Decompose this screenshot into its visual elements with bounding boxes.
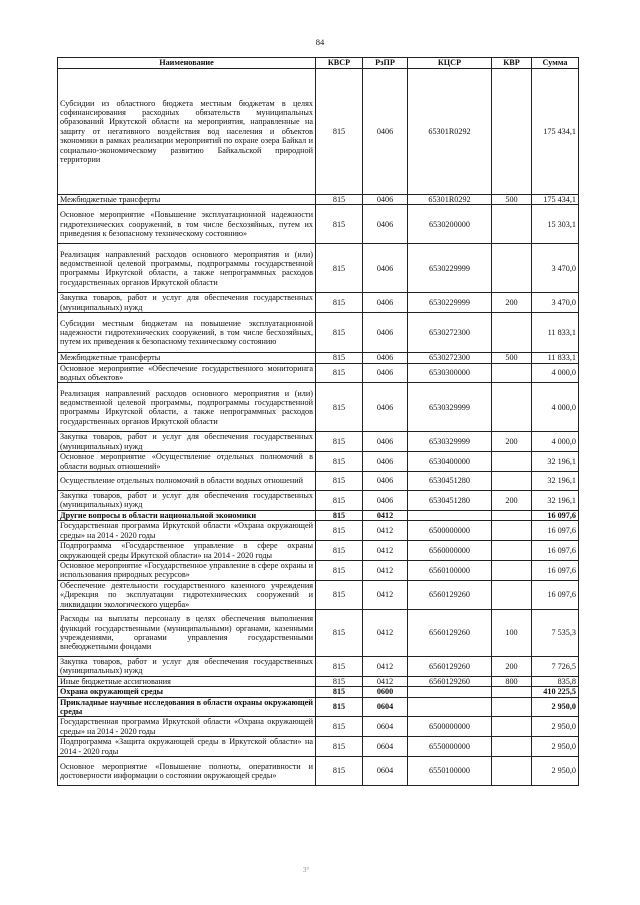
table-row (58, 244, 579, 293)
cell-kcsr: 6560129260 (408, 676, 492, 686)
cell-kcsr (408, 687, 492, 697)
cell-kvsr: 815 (316, 313, 363, 353)
cell-kvsr: 815 (316, 656, 363, 676)
cell-rzpr: 0406 (363, 353, 408, 363)
cell-kvsr: 815 (316, 676, 363, 686)
cell-kcsr: 6530451280 (408, 491, 492, 511)
cell-sum: 15 303,1 (532, 205, 579, 244)
cell-kvsr: 815 (316, 293, 363, 313)
cell-name: Охрана окружающей среды (58, 687, 316, 697)
cell-kvsr: 815 (316, 737, 363, 757)
table-row (58, 757, 579, 786)
cell-kcsr: 6550100000 (408, 757, 492, 786)
cell-sum: 7 726,5 (532, 656, 579, 676)
cell-kvsr: 815 (316, 560, 363, 580)
cell-kcsr: 6500000000 (408, 717, 492, 737)
table-row (58, 205, 579, 244)
table-row (58, 676, 579, 686)
cell-name: Осуществление отдельных полномочий в области водных отношений (58, 472, 316, 491)
cell-sum: 3 470,0 (532, 293, 579, 313)
cell-name: Основное мероприятие «Обеспечение государственного мониторинга водных объектов» (58, 363, 316, 383)
cell-kvr (492, 313, 532, 353)
cell-kcsr: 6560100000 (408, 560, 492, 580)
page-number: 84 (315, 37, 325, 47)
cell-name: Подпрограмма «Государственное управление в сфере охраны окружающей среды Иркутской области» на 2014 - 2020 годы (58, 541, 316, 561)
header-row (58, 58, 579, 69)
cell-kcsr: 6530451280 (408, 472, 492, 491)
cell-kcsr: 6530329999 (408, 383, 492, 432)
cell-sum: 16 097,6 (532, 560, 579, 580)
cell-name: Основное мероприятие «Осуществление отдельных полномочий в области водных отношений» (58, 452, 316, 472)
table-body (58, 69, 579, 786)
cell-rzpr: 0406 (363, 293, 408, 313)
cell-kcsr: 6560000000 (408, 541, 492, 561)
cell-kvsr: 815 (316, 195, 363, 205)
cell-sum: 16 097,6 (532, 510, 579, 520)
cell-rzpr: 0412 (363, 510, 408, 520)
cell-name: Закупка товаров, работ и услуг для обеспечения государственных (муниципальных) нужд (58, 656, 316, 676)
cell-kcsr: 65301R0292 (408, 69, 492, 195)
cell-kcsr: 6530200000 (408, 205, 492, 244)
cell-sum: 2 950,0 (532, 737, 579, 757)
cell-rzpr: 0604 (363, 697, 408, 717)
cell-kvsr: 815 (316, 510, 363, 520)
cell-kvsr: 815 (316, 541, 363, 561)
cell-kvr: 200 (492, 491, 532, 511)
cell-name: Обеспечение деятельности государственного казенного учреждения «Дирекция по эксплуатации гидротехнических сооружений и ликвидации экологического ущерба» (58, 580, 316, 609)
cell-sum: 4 000,0 (532, 363, 579, 383)
header-name: Наименование (58, 58, 316, 69)
cell-kcsr: 6530400000 (408, 452, 492, 472)
cell-kvsr: 815 (316, 452, 363, 472)
cell-kvr (492, 717, 532, 737)
cell-kvr (492, 521, 532, 541)
cell-sum: 16 097,6 (532, 541, 579, 561)
cell-kcsr: 6560129260 (408, 656, 492, 676)
cell-name: Подпрограмма «Защита окружающей среды в Иркутской области» на 2014 - 2020 годы (58, 737, 316, 757)
cell-rzpr: 0412 (363, 609, 408, 656)
cell-name: Государственная программа Иркутской области «Охрана окружающей среды» на 2014 - 2020 годы (58, 717, 316, 737)
cell-rzpr: 0406 (363, 491, 408, 511)
header-kvsr: КВСР (316, 58, 363, 69)
cell-sum: 2 950,0 (532, 697, 579, 717)
cell-rzpr: 0600 (363, 687, 408, 697)
cell-kvsr: 815 (316, 491, 363, 511)
cell-kcsr: 6530229999 (408, 293, 492, 313)
header-kcsr: КЦСР (408, 58, 492, 69)
cell-name: Основное мероприятие «Повышение полноты, оперативности и достоверности информации о состоянии окружающей среды» (58, 757, 316, 786)
table-row (58, 491, 579, 511)
cell-kvsr: 815 (316, 244, 363, 293)
cell-name: Основное мероприятие «Повышение эксплуатационной надежности гидротехнических сооружений, в том числе бесхозяйных, путем их приведения к безопасному техническому состоянию» (58, 205, 316, 244)
cell-kvr (492, 244, 532, 293)
cell-sum: 32 196,1 (532, 491, 579, 511)
cell-kcsr: 6560129260 (408, 609, 492, 656)
table-row (58, 560, 579, 580)
cell-name: Субсидии из областного бюджета местным бюджетам в целях софинансирования расходных обязательств муниципальных образований Иркутской области на мероприятия, направленные на защиту от негативного воздействия вод населения и объектов экономики в рамках реализации мероприятий по охране озера Байкал и социально-экономическому развитию Байкальской природной территории (58, 69, 316, 195)
cell-kvsr: 815 (316, 580, 363, 609)
cell-kvr (492, 363, 532, 383)
cell-name: Межбюджетные трансферты (58, 353, 316, 363)
table-row (58, 521, 579, 541)
cell-kvr: 200 (492, 293, 532, 313)
cell-name: Государственная программа Иркутской области «Охрана окружающей среды» на 2014 - 2020 годы (58, 521, 316, 541)
cell-rzpr: 0412 (363, 560, 408, 580)
cell-name: Другие вопросы в области национальной экономики (58, 510, 316, 520)
table-row (58, 195, 579, 205)
cell-kvsr: 815 (316, 717, 363, 737)
cell-kvsr: 815 (316, 472, 363, 491)
cell-kcsr: 6550000000 (408, 737, 492, 757)
cell-kvr (492, 541, 532, 561)
cell-kcsr: 65301R0292 (408, 195, 492, 205)
cell-kvr (492, 510, 532, 520)
cell-sum: 32 196,1 (532, 472, 579, 491)
budget-table (57, 57, 579, 786)
table-row (58, 353, 579, 363)
cell-kvr (492, 383, 532, 432)
cell-kvr (492, 205, 532, 244)
cell-kvr: 800 (492, 676, 532, 686)
cell-kvr: 100 (492, 609, 532, 656)
table-row (58, 472, 579, 491)
table-row (58, 541, 579, 561)
cell-name: Закупка товаров, работ и услуг для обеспечения государственных (муниципальных) нужд (58, 432, 316, 452)
cell-rzpr: 0406 (363, 363, 408, 383)
cell-name: Закупка товаров, работ и услуг для обеспечения государственных (муниципальных) нужд (58, 293, 316, 313)
cell-kvr (492, 472, 532, 491)
cell-kvr: 500 (492, 195, 532, 205)
table-row (58, 452, 579, 472)
cell-kcsr (408, 510, 492, 520)
cell-rzpr: 0406 (363, 383, 408, 432)
cell-kvr (492, 452, 532, 472)
table-row (58, 697, 579, 717)
cell-kvr (492, 560, 532, 580)
cell-rzpr: 0412 (363, 676, 408, 686)
cell-kcsr: 6530300000 (408, 363, 492, 383)
table-row (58, 383, 579, 432)
cell-rzpr: 0406 (363, 472, 408, 491)
cell-kvsr: 815 (316, 687, 363, 697)
bottom-mark: 3° (303, 866, 310, 874)
cell-name: Основное мероприятие «Государственное управление в сфере охраны и использования природных ресурсов» (58, 560, 316, 580)
cell-kvr: 200 (492, 656, 532, 676)
header-sum: Сумма (532, 58, 579, 69)
cell-kvr: 500 (492, 353, 532, 363)
cell-sum: 7 535,3 (532, 609, 579, 656)
cell-kvsr: 815 (316, 609, 363, 656)
cell-rzpr: 0406 (363, 244, 408, 293)
table-row (58, 717, 579, 737)
table-row (58, 69, 579, 195)
table-row (58, 432, 579, 452)
table-row (58, 313, 579, 353)
table-row (58, 363, 579, 383)
cell-rzpr: 0406 (363, 432, 408, 452)
cell-kcsr: 6530272300 (408, 353, 492, 363)
cell-rzpr: 0604 (363, 717, 408, 737)
header-rzpr: РзПР (363, 58, 408, 69)
cell-kcsr: 6530272300 (408, 313, 492, 353)
cell-rzpr: 0412 (363, 541, 408, 561)
cell-kvr (492, 737, 532, 757)
cell-rzpr: 0406 (363, 452, 408, 472)
cell-name: Субсидии местным бюджетам на повышение эксплуатационной надежности гидротехнических сооружений, в том числе бесхозяйных, путем их приведения к безопасному техническому состоянию (58, 313, 316, 353)
cell-kvsr: 815 (316, 697, 363, 717)
cell-sum: 175 434,1 (532, 69, 579, 195)
cell-kvsr: 815 (316, 383, 363, 432)
cell-rzpr: 0604 (363, 757, 408, 786)
cell-kvsr: 815 (316, 521, 363, 541)
cell-kvsr: 815 (316, 353, 363, 363)
cell-kvr (492, 580, 532, 609)
table-header (58, 58, 579, 69)
cell-sum: 175 434,1 (532, 195, 579, 205)
cell-kcsr (408, 697, 492, 717)
header-kvr: КВР (492, 58, 532, 69)
table-row (58, 687, 579, 697)
cell-sum: 32 196,1 (532, 452, 579, 472)
cell-kvsr: 815 (316, 757, 363, 786)
cell-sum: 11 833,1 (532, 353, 579, 363)
cell-name: Реализация направлений расходов основного мероприятия и (или) ведомственной целевой программы, подпрограммы государственной программы Иркутской области, а также непрограммных расходов государственных органов Иркутской области (58, 383, 316, 432)
cell-rzpr: 0412 (363, 521, 408, 541)
cell-sum: 2 950,0 (532, 757, 579, 786)
table-row (58, 293, 579, 313)
cell-name: Закупка товаров, работ и услуг для обеспечения государственных (муниципальных) нужд (58, 491, 316, 511)
cell-sum: 16 097,6 (532, 580, 579, 609)
cell-rzpr: 0412 (363, 656, 408, 676)
cell-rzpr: 0406 (363, 313, 408, 353)
table-row (58, 609, 579, 656)
cell-rzpr: 0604 (363, 737, 408, 757)
cell-name: Реализация направлений расходов основного мероприятия и (или) ведомственной целевой программы, подпрограммы государственной программы Иркутской области, а также непрограммных расходов государственных органов Иркутской области (58, 244, 316, 293)
cell-kvr: 200 (492, 432, 532, 452)
cell-sum: 2 950,0 (532, 717, 579, 737)
cell-sum: 3 470,0 (532, 244, 579, 293)
cell-kvsr: 815 (316, 205, 363, 244)
cell-name: Межбюджетные трансферты (58, 195, 316, 205)
cell-rzpr: 0406 (363, 205, 408, 244)
cell-kvr (492, 687, 532, 697)
table-row (58, 580, 579, 609)
cell-kcsr: 6530329999 (408, 432, 492, 452)
cell-kvr (492, 757, 532, 786)
cell-rzpr: 0406 (363, 195, 408, 205)
table-row (58, 510, 579, 520)
cell-kcsr: 6530229999 (408, 244, 492, 293)
cell-sum: 16 097,6 (532, 521, 579, 541)
cell-kvsr: 815 (316, 363, 363, 383)
cell-kvr (492, 69, 532, 195)
cell-name: Прикладные научные исследования в области охраны окружающей среды (58, 697, 316, 717)
cell-sum: 835,8 (532, 676, 579, 686)
cell-sum: 410 225,5 (532, 687, 579, 697)
cell-name: Расходы на выплаты персоналу в целях обеспечения выполнения функций государственными (муниципальными) органами, казенными учреждениями, органами управления государственными внебюджетными фондами (58, 609, 316, 656)
cell-kvr (492, 697, 532, 717)
cell-sum: 4 000,0 (532, 432, 579, 452)
cell-kvsr: 815 (316, 69, 363, 195)
table-row (58, 737, 579, 757)
cell-name: Иные бюджетные ассигнования (58, 676, 316, 686)
table-row (58, 656, 579, 676)
cell-sum: 4 000,0 (532, 383, 579, 432)
cell-sum: 11 833,1 (532, 313, 579, 353)
cell-kvsr: 815 (316, 432, 363, 452)
cell-rzpr: 0406 (363, 69, 408, 195)
cell-kcsr: 6560129260 (408, 580, 492, 609)
cell-kcsr: 6500000000 (408, 521, 492, 541)
cell-rzpr: 0412 (363, 580, 408, 609)
